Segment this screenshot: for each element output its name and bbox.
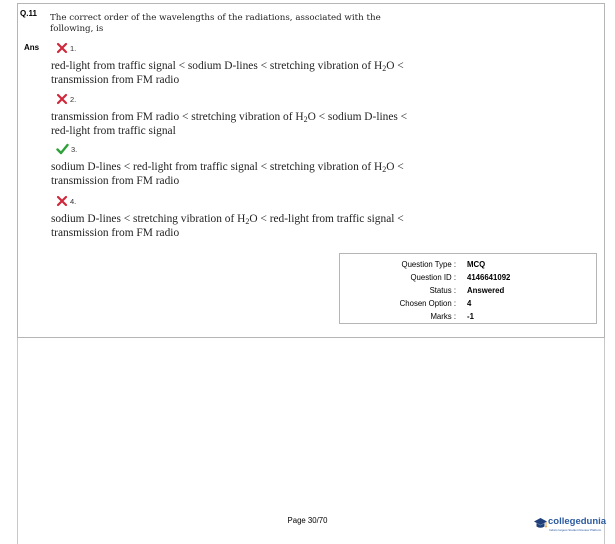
option-1-number: 1. (70, 44, 77, 53)
meta-marks-value: -1 (467, 312, 474, 321)
option-4-number: 4. (70, 197, 77, 206)
meta-chosen-option-value: 4 (467, 299, 472, 308)
option-1-text: red-light from traffic signal < sodium D-lines < stretching vibration of $H_2O$ < transmission from FM radio (51, 60, 404, 87)
logo-name: collegedunia (548, 516, 607, 527)
check-icon (56, 143, 68, 155)
page-number: Page 30/70 (287, 516, 328, 525)
logo-tagline: India's largest Student Review Platform (549, 528, 602, 532)
graduation-cap-icon (533, 517, 548, 535)
option-3-number: 3. (71, 145, 78, 154)
meta-chosen-option-label: Chosen Option : (399, 299, 456, 308)
question-meta-box (339, 253, 597, 324)
question-text: The correct order of the wavelengths of the radiations, associated with the following, is (50, 13, 381, 34)
meta-status-label: Status : (429, 286, 456, 295)
cross-icon (56, 42, 68, 54)
meta-marks (340, 312, 598, 325)
cross-icon (56, 93, 68, 105)
meta-status-value: Answered (467, 286, 505, 295)
meta-question-type-value: MCQ (467, 260, 486, 269)
option-2-text: transmission from FM radio < stretching vibration of $H_2O$ < sodium D-lines < red-light from traffic signal (51, 111, 408, 138)
meta-question-type-label: Question Type : (401, 260, 456, 269)
meta-question-id-label: Question ID : (410, 273, 456, 282)
cross-icon (56, 195, 68, 207)
option-3-text: sodium D-lines < red-light from traffic signal < stretching vibration of $H_2O$ < transmission from FM radio (51, 161, 404, 188)
meta-marks-label: Marks : (430, 312, 456, 321)
page-border-left (17, 338, 18, 544)
meta-chosen-option (340, 299, 598, 312)
question-number: Q.11 (20, 9, 37, 18)
meta-question-id-value: 4146641092 (467, 273, 511, 282)
answer-label: Ans (24, 43, 40, 52)
meta-question-id (340, 273, 598, 286)
option-4-text: sodium D-lines < stretching vibration of $H_2O$ < red-light from traffic signal < transmission from FM radio (51, 213, 404, 240)
option-2-number: 2. (70, 95, 77, 104)
meta-status (340, 286, 598, 299)
collegedunia-logo (531, 514, 611, 544)
meta-question-type (340, 260, 598, 273)
